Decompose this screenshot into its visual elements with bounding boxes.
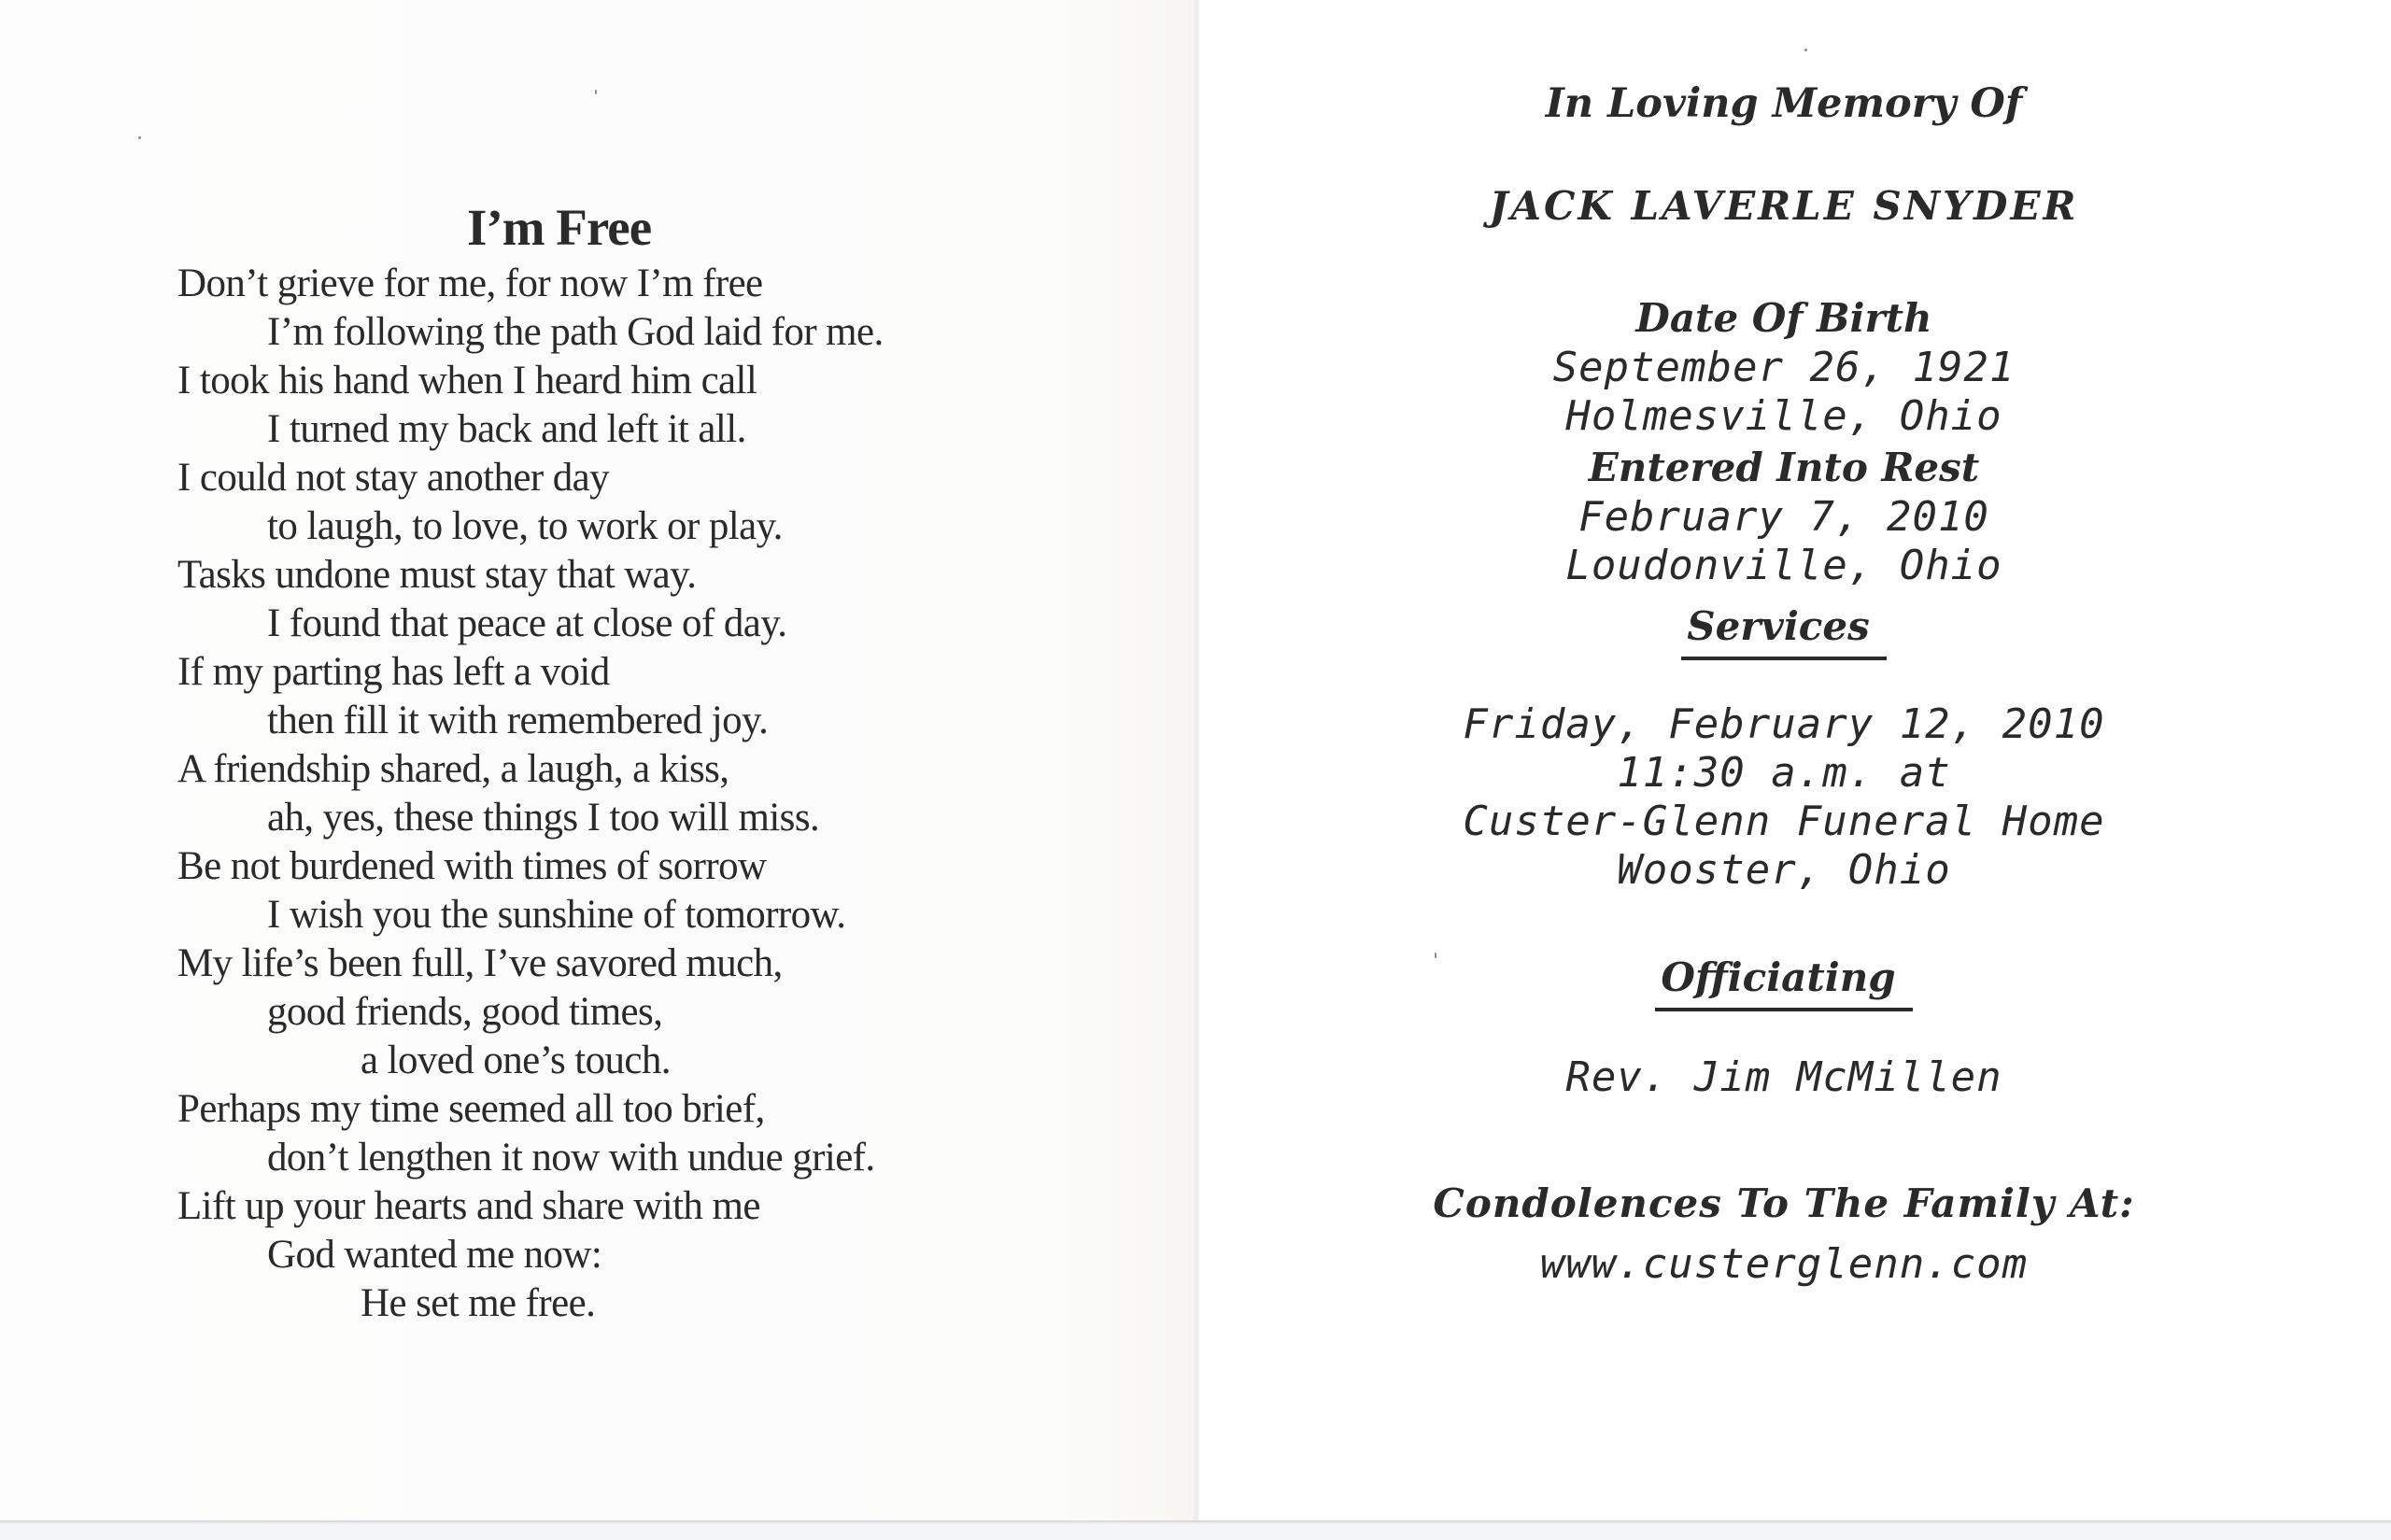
poem-line: to laugh, to love, to work or play. <box>267 504 783 548</box>
poem-body <box>177 260 884 1328</box>
condolences-label: Condolences To The Family At: <box>1433 1180 2135 1226</box>
scan-speck <box>595 90 597 94</box>
service-city: Wooster, Ohio <box>1617 846 1951 894</box>
services-heading-wrap <box>1345 603 2223 660</box>
officiating-heading-wrap <box>1345 954 2223 1011</box>
death-place: Loudonville, Ohio <box>1565 542 2002 589</box>
officiating-heading: Officiating <box>1655 954 1912 1011</box>
poem-line: ah, yes, these things I too will miss. <box>267 796 820 840</box>
poem-line: I found that peace at close of day. <box>267 601 787 645</box>
poem-line: He set me free. <box>361 1281 596 1325</box>
poem-line: I’m following the path God laid for me. <box>267 310 884 354</box>
poem-line: a loved one’s touch. <box>361 1038 671 1082</box>
poem-line: Perhaps my time seemed all too brief, <box>177 1087 765 1131</box>
poem-line: Be not burdened with times of sorrow <box>177 844 767 888</box>
officiant-name: Rev. Jim McMillen <box>1565 1053 2002 1101</box>
condolences-website: www.custerglenn.com <box>1539 1240 2029 1288</box>
services-heading: Services <box>1681 603 1886 660</box>
scan-speck <box>1804 49 1807 51</box>
poem-line: Lift up your hearts and share with me <box>177 1184 760 1228</box>
memorial-intro: In Loving Memory Of <box>1545 80 2023 127</box>
poem-line: Tasks undone must stay that way. <box>177 553 697 597</box>
poem-line: Don’t grieve for me, for now I’m free <box>177 261 763 305</box>
poem-line: My life’s been full, I’ve savored much, <box>177 941 783 985</box>
poem-line: If my parting has left a void <box>177 650 610 694</box>
poem-line: then fill it with remembered joy. <box>267 699 769 742</box>
poem-line: A friendship shared, a laugh, a kiss, <box>177 747 729 791</box>
death-label: Entered Into Rest <box>1588 445 1980 490</box>
birth-label: Date Of Birth <box>1635 295 1932 341</box>
poem-line: good friends, good times, <box>267 990 663 1034</box>
poem-title: I’m Free <box>467 199 652 256</box>
poem-line: I turned my back and left it all. <box>267 407 746 451</box>
poem-line: don’t lengthen it now with undue grief. <box>267 1136 875 1180</box>
scan-speck <box>138 136 141 139</box>
poem-panel <box>0 0 1196 1520</box>
poem-line: I wish you the sunshine of tomorrow. <box>267 893 846 937</box>
service-time: 11:30 a.m. at <box>1617 749 1951 797</box>
service-venue: Custer-Glenn Funeral Home <box>1463 798 2105 845</box>
poem-line: God wanted me now: <box>267 1233 602 1277</box>
scan-speck <box>1435 953 1436 958</box>
deceased-name: JACK LAVERLE SNYDER <box>1489 183 2079 229</box>
birth-date: September 26, 1921 <box>1552 344 2016 391</box>
birth-place: Holmesville, Ohio <box>1565 392 2002 440</box>
death-date: February 7, 2010 <box>1578 493 1989 541</box>
poem-line: I could not stay another day <box>177 456 610 500</box>
poem-line: I took his hand when I heard him call <box>177 359 757 403</box>
service-date: Friday, February 12, 2010 <box>1463 700 2105 748</box>
